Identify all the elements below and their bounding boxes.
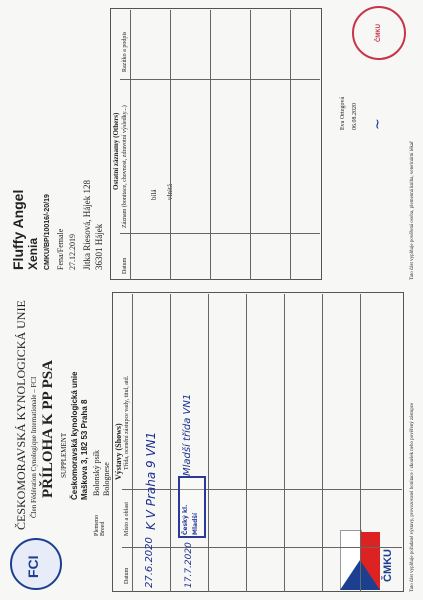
others-col-record: Záznam (bonitace, chovnost, zdravotní výsledky...) bbox=[122, 105, 128, 228]
show-row-1-text: K V Praha 9 VN1 bbox=[144, 431, 158, 530]
shows-col-place: Místo a oblast bbox=[124, 502, 130, 536]
shows-col-date: Datum bbox=[124, 567, 130, 584]
owner-value: Jitka Riesová, Hájek 128 bbox=[82, 180, 92, 270]
doc-subtitle: SUPPLEMENT bbox=[60, 432, 68, 478]
reg-number: CMKU/BP/10016/-20/19 bbox=[44, 194, 51, 270]
org-name: ČESKOMORAVSKÁ KYNOLOGICKÁ UNIE bbox=[14, 300, 28, 530]
logo-fci: FCI bbox=[10, 538, 62, 590]
footer-left: Tato část vyplňuje pořadatel výstavy, provozovatel bonitace / zkoušek nebo pověřený zástupce bbox=[410, 402, 415, 592]
flag-emblem: ČMKU bbox=[340, 532, 398, 590]
issued-by: Eva Ortegová bbox=[340, 96, 346, 130]
show-row-1-date: 27.6.2020 bbox=[144, 537, 155, 588]
others-col-date: Datum bbox=[122, 257, 128, 274]
dog-name-2: Xenia bbox=[26, 237, 40, 270]
dog-name: Fluffy Angel bbox=[10, 189, 26, 270]
owner-city: 36301 Hájek bbox=[94, 223, 104, 270]
breed-value: Bolonský psík Bolognese bbox=[92, 449, 111, 496]
show-stamp: Český kl. Mladší bbox=[178, 476, 206, 538]
footer-right: Tato část vyplňuje pověřená osoba, plemenná kniha, veterinární lékař bbox=[410, 141, 415, 280]
show-row-2-date: 17.7.2020 bbox=[184, 542, 194, 588]
show-row-2-text: Mladší třída VN1 bbox=[182, 393, 193, 476]
dob-value: 27.12.2019 bbox=[68, 234, 77, 270]
issue-date: 06.08.2020 bbox=[352, 103, 358, 130]
signature: ~ bbox=[370, 118, 386, 130]
doc-title: PŘÍLOHA K PP PSA bbox=[40, 360, 56, 498]
red-stamp: ČMKU bbox=[352, 6, 406, 60]
coat-value: vlnitá bbox=[166, 184, 174, 200]
color-value: bílá bbox=[150, 189, 158, 200]
sex-value: Fena/Female bbox=[56, 228, 65, 270]
owner-org: Českomoravská kynologická unie bbox=[70, 371, 79, 500]
shows-heading: Výstavy (Shows) bbox=[114, 423, 123, 480]
breed-label: Plemeno Breed bbox=[94, 515, 106, 536]
others-heading: Ostatní záznamy (Others) bbox=[112, 112, 120, 190]
others-col-sign: Razítko a podpis bbox=[122, 31, 128, 72]
org-subtitle: Člen Fédération Cynologique Internationale – FCI bbox=[30, 376, 38, 518]
shows-col-rating: Třída, ocenění zástupce vady, titul, atd. bbox=[124, 375, 130, 470]
owner-address: Maškova 3, 182 53 Praha 8 bbox=[80, 399, 89, 500]
